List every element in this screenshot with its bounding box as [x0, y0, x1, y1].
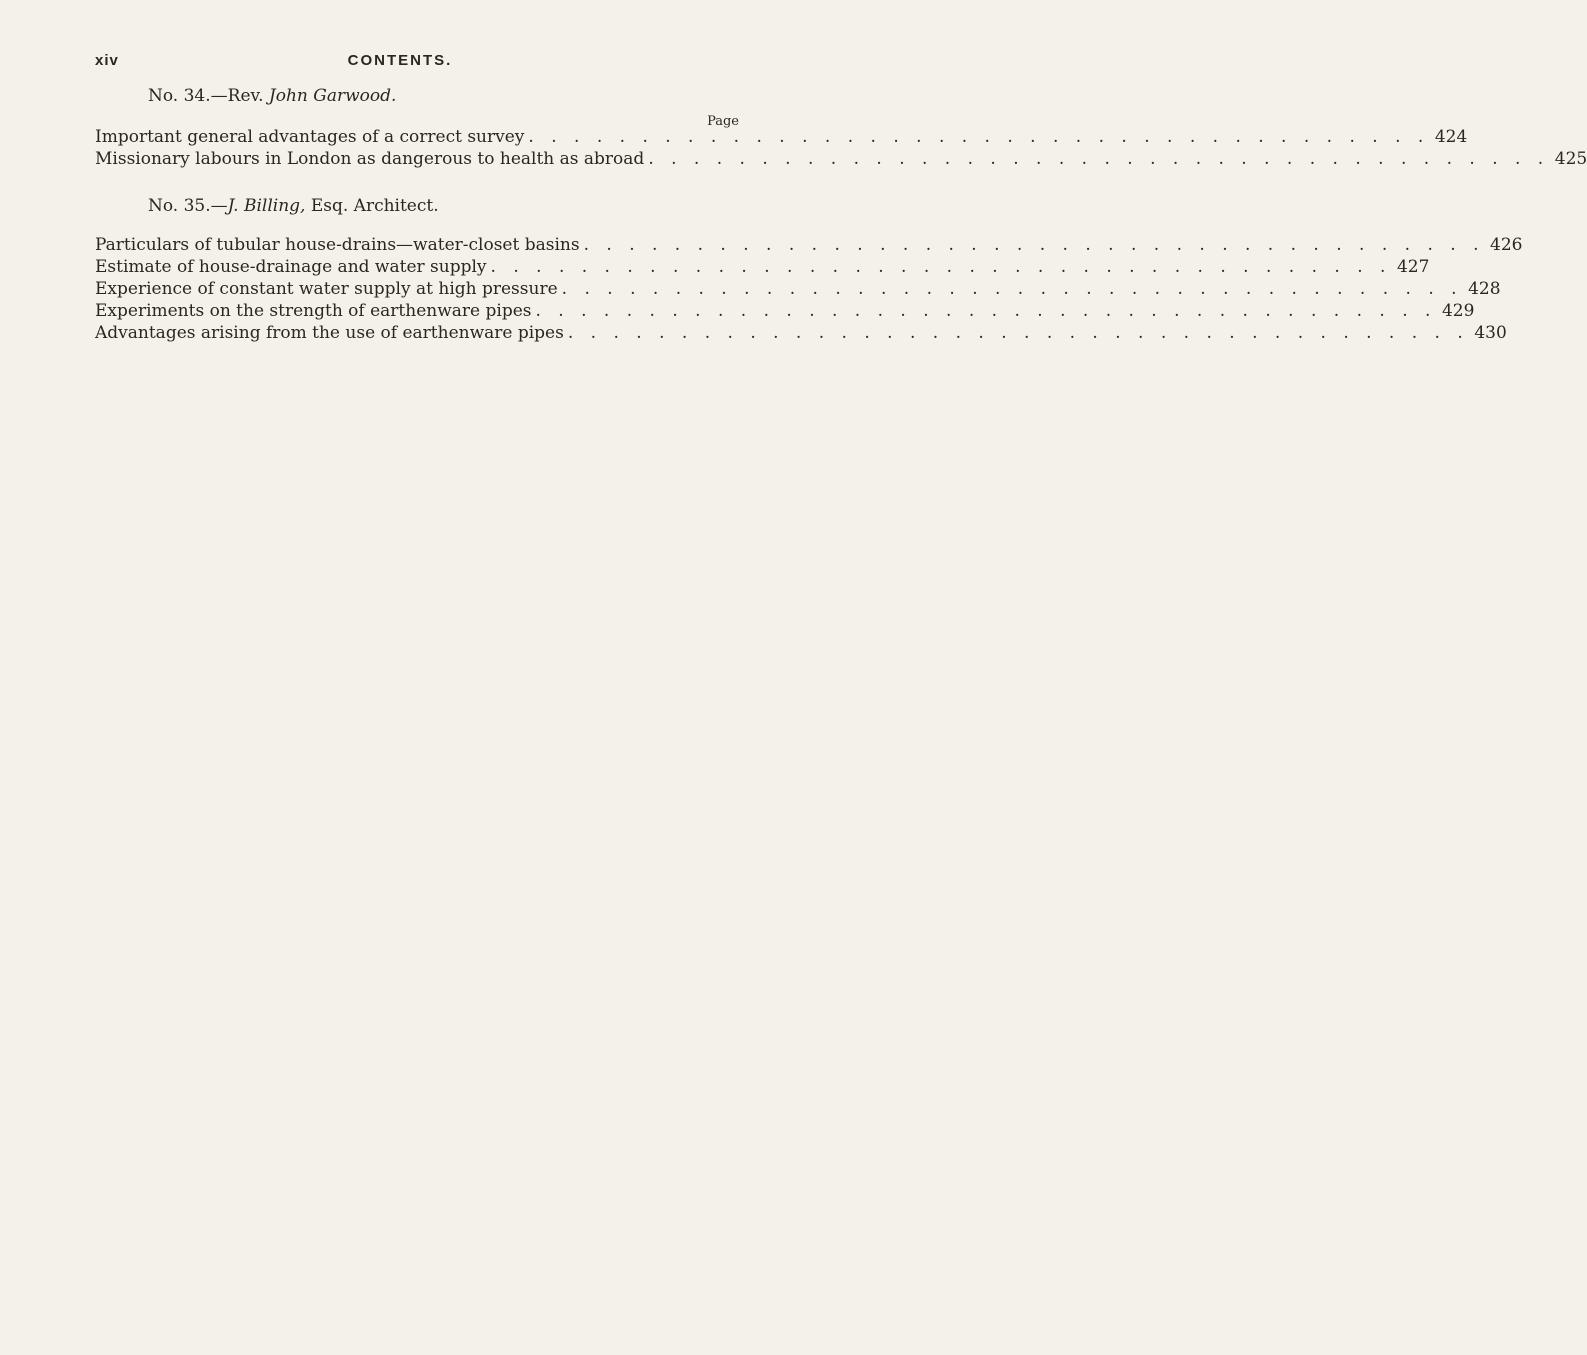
toc-entry-page: 424: [1434, 127, 1468, 147]
dot-leader: . . . . . . . . . . . . . . . . . . . . . . . . . . . . . . . . . . . . . . . .: [535, 301, 1437, 321]
toc-entry-page: 426: [1490, 235, 1523, 255]
toc-entry-page: 428: [1468, 279, 1501, 299]
toc-entry-title: Advantages arising from the use of earthenware pipes: [95, 323, 564, 343]
section-author-rest: Esq. Architect.: [305, 196, 439, 216]
dot-leader: . . . . . . . . . . . . . . . . . . . . . . . . . . . . . . . . . . . . . . . .: [561, 279, 1463, 299]
section-heading-35: [148, 196, 439, 216]
toc-entry: [95, 127, 1468, 149]
section-number: No. 34.—Rev.: [148, 86, 264, 106]
toc-entry-page: 427: [1396, 257, 1430, 277]
toc-entry: [95, 235, 1523, 257]
section-number: No. 35.—: [148, 196, 228, 216]
toc-entry: [95, 323, 1507, 345]
toc-list-35: [95, 235, 1523, 345]
toc-entry: [95, 301, 1475, 323]
toc-entry-title: Experiments on the strength of earthenware pipes: [95, 301, 532, 321]
section-author: John Garwood.: [268, 86, 397, 106]
toc-entry: [95, 257, 1430, 279]
toc-entry-title: Particulars of tubular house-drains—water-closet basins: [95, 235, 580, 255]
toc-entry-title: Estimate of house-drainage and water supply: [95, 257, 487, 277]
toc-entry-title: Missionary labours in London as dangerous to health as abroad: [95, 149, 645, 169]
section-heading-34: [148, 86, 396, 106]
section-author: J. Billing,: [227, 196, 306, 216]
dot-leader: . . . . . . . . . . . . . . . . . . . . . . . . . . . . . . . . . . . . . . . .: [567, 323, 1469, 343]
toc-entry-page: 430: [1474, 323, 1507, 343]
toc-entry-page: 425: [1554, 149, 1587, 169]
toc-entry-title: Important general advantages of a correct survey: [95, 127, 525, 147]
page-number: xiv: [95, 52, 119, 69]
running-head: CONTENTS.: [347, 52, 453, 69]
dot-leader: . . . . . . . . . . . . . . . . . . . . . . . . . . . . . . . . . . . . . . . .: [648, 149, 1550, 169]
dot-leader: . . . . . . . . . . . . . . . . . . . . . . . . . . . . . . . . . . . . . . . .: [583, 235, 1485, 255]
page-column-label: Page: [707, 114, 739, 129]
toc-entry-page: 429: [1441, 301, 1475, 321]
toc-list-34: [95, 127, 1587, 171]
toc-entry-title: Experience of constant water supply at high pressure: [95, 279, 558, 299]
dot-leader: . . . . . . . . . . . . . . . . . . . . . . . . . . . . . . . . . . . . . . . .: [528, 127, 1430, 147]
dot-leader: . . . . . . . . . . . . . . . . . . . . . . . . . . . . . . . . . . . . . . . .: [490, 257, 1392, 277]
toc-entry: [95, 279, 1501, 301]
toc-entry: [95, 149, 1587, 171]
